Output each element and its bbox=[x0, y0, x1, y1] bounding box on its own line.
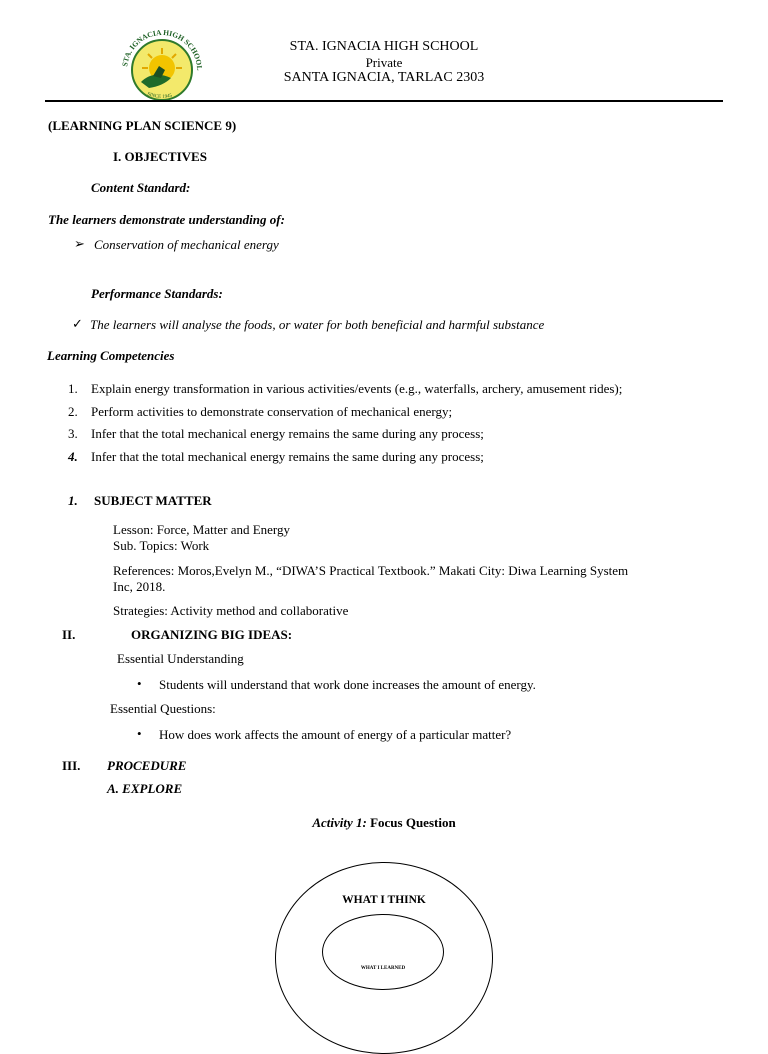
objectives-heading: I. OBJECTIVES bbox=[113, 149, 207, 164]
competency-text: Infer that the total mechanical energy remains the same during any process; bbox=[91, 449, 484, 464]
svg-text:SINCE 1945: SINCE 1945 bbox=[146, 92, 173, 100]
check-bullet-icon: ✓ bbox=[72, 316, 83, 331]
question-bullet: How does work affects the amount of energy of a particular matter? bbox=[159, 727, 512, 742]
subject-matter-heading: SUBJECT MATTER bbox=[94, 493, 212, 508]
bullet-icon: • bbox=[137, 726, 142, 741]
competency-text: Perform activities to demonstrate conservation of mechanical energy; bbox=[91, 404, 453, 419]
competency-number: 4. bbox=[68, 449, 78, 464]
activity-name: Focus Question bbox=[370, 815, 456, 830]
inner-ellipse bbox=[322, 914, 444, 990]
content-standard-label: Content Standard: bbox=[91, 180, 191, 195]
activity-title bbox=[0, 815, 768, 831]
explore-heading: A. EXPLORE bbox=[107, 781, 183, 796]
essential-understanding-label: Essential Understanding bbox=[117, 651, 244, 666]
plan-title: (LEARNING PLAN SCIENCE 9) bbox=[48, 118, 237, 133]
school-address: SANTA IGNACIA, TARLAC 2303 bbox=[283, 70, 485, 85]
strategies-line: Strategies: Activity method and collaborative bbox=[113, 603, 349, 618]
lesson-line: Lesson: Force, Matter and Energy bbox=[113, 522, 291, 537]
header-divider bbox=[45, 100, 723, 102]
references-line: References: Moros,Evelyn M., “DIWA’S Practical Textbook.” Makati City: Diwa Learning System bbox=[113, 563, 629, 578]
competency-text: Infer that the total mechanical energy remains the same during any process; bbox=[91, 426, 484, 441]
school-type: Private bbox=[365, 55, 403, 70]
subtopics-line: Sub. Topics: Work bbox=[113, 538, 210, 553]
content-bullet: Conservation of mechanical energy bbox=[94, 237, 279, 252]
competency-number: 1. bbox=[68, 381, 78, 396]
svg-text:STA. IGNACIA HIGH SCHOOL: STA. IGNACIA HIGH SCHOOL bbox=[120, 30, 205, 71]
activity-label: Activity 1: bbox=[312, 815, 367, 830]
procedure-heading: PROCEDURE bbox=[107, 758, 187, 773]
arrow-bullet-icon: ➢ bbox=[74, 236, 85, 251]
what-i-learned-label: WHAT I LEARNED bbox=[360, 966, 406, 971]
learners-demonstrate: The learners demonstrate understanding of: bbox=[48, 212, 285, 227]
subject-matter-number: 1. bbox=[68, 493, 78, 508]
references-line-cont: Inc, 2018. bbox=[113, 579, 166, 594]
competency-text: Explain energy transformation in various activities/events (e.g., waterfalls, archery, amusement rides); bbox=[91, 381, 623, 396]
competencies-label: Learning Competencies bbox=[47, 348, 175, 363]
performance-bullet: The learners will analyse the foods, or water for both beneficial and harmful substance bbox=[90, 317, 545, 332]
competency-number: 3. bbox=[68, 426, 78, 441]
understanding-bullet: Students will understand that work done increases the amount of energy. bbox=[159, 677, 536, 692]
essential-questions-label: Essential Questions: bbox=[110, 701, 216, 716]
big-ideas-heading: ORGANIZING BIG IDEAS: bbox=[131, 627, 293, 642]
procedure-number: III. bbox=[62, 758, 81, 773]
big-ideas-number: II. bbox=[62, 627, 76, 642]
competency-number: 2. bbox=[68, 404, 78, 419]
what-i-think-label: WHAT I THINK bbox=[342, 894, 426, 906]
bullet-icon: • bbox=[137, 676, 142, 691]
performance-label: Performance Standards: bbox=[91, 286, 223, 301]
school-name: STA. IGNACIA HIGH SCHOOL bbox=[289, 39, 479, 54]
